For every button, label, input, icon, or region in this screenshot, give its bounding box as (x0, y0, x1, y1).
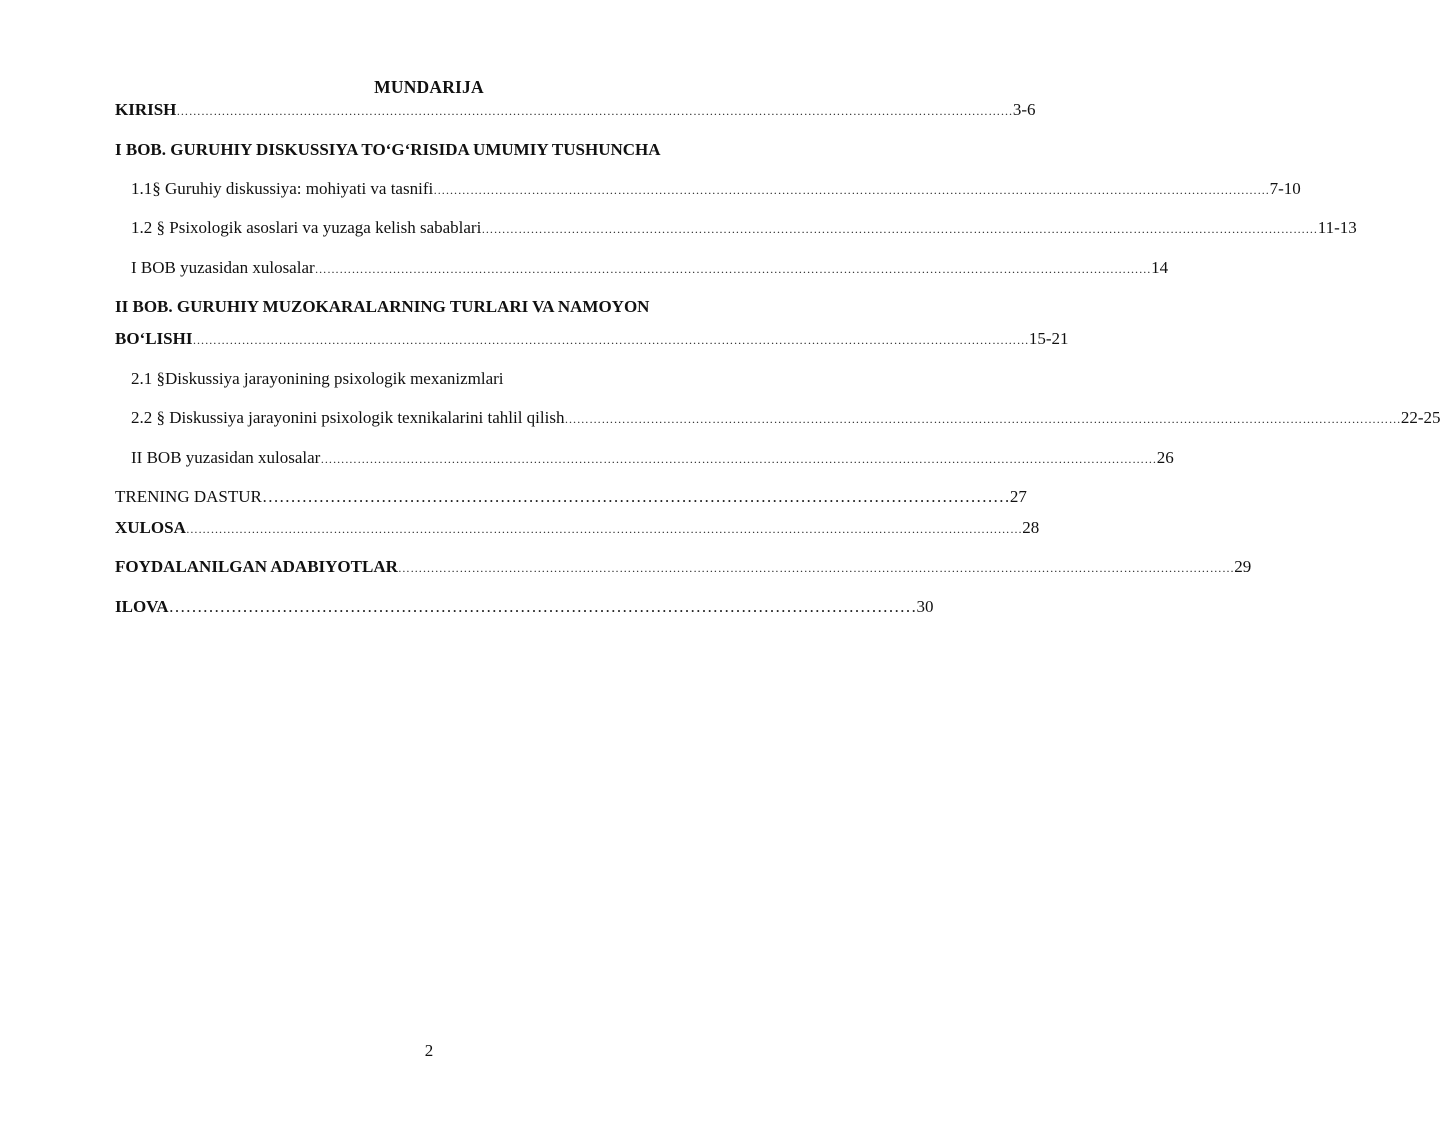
toc-entry-1-2 (131, 217, 1357, 240)
toc-entry-pages: 28 (1022, 518, 1040, 537)
toc-entry-xulosa (115, 517, 1040, 540)
dot-leader: …………………………………………………………………………………………………………………………………………………………………………………… (192, 333, 1029, 347)
toc-entry-chapter-2-summary (131, 447, 1174, 470)
toc-entry-label: KIRISH (115, 100, 177, 119)
dot-leader: …………………………………………………………………………………………………………………………………………………………………………………… (564, 412, 1401, 426)
toc-entry-chapter-2 (115, 328, 1069, 351)
dot-leader: …………………………………………………………………………………………………………………………………………………………………………………… (481, 222, 1318, 236)
toc-entry-chapter-1-summary (131, 257, 1169, 280)
toc-entry-adabiyotlar (115, 556, 1252, 579)
dot-leader: …………………………………………………………………………………………………………………………………………………………………………………… (320, 452, 1157, 466)
toc-entry-pages: 3-6 (1012, 100, 1036, 119)
toc-entry-ilova (115, 596, 934, 618)
toc-entry-label: FOYDALANILGAN ADABIYOTLAR (115, 557, 398, 576)
dot-leader: …………………………………………………………………………………………………………………………………………………………………………………… (176, 104, 1013, 118)
toc-entry-trening (115, 486, 1027, 508)
toc-entry-label: BO‘LISHI (115, 329, 193, 348)
toc-title: MUNDARIJA (374, 77, 484, 97)
toc-entry-pages: 22-25 (1400, 408, 1441, 427)
toc-entry-2-1: 2.1 §Diskussiya jarayonining psixologik mexanizmlari (131, 369, 504, 388)
toc-entry-1-1 (131, 178, 1301, 201)
page-number: 2 (424, 1041, 434, 1060)
toc-entry-label: II BOB yuzasidan xulosalar (131, 448, 321, 467)
dot-leader: …………………………………………………………………………………………………………………………………………………………………………………… (185, 522, 1023, 536)
dot-leader: …………………………………………………………………………………………………………………… (168, 597, 917, 616)
toc-entry-pages: 29 (1234, 557, 1252, 576)
toc-chapter-2-heading: II BOB. GURUHIY MUZOKARALARNING TURLARI VA NAMOYON (115, 297, 650, 316)
toc-entry-label: XULOSA (115, 518, 186, 537)
toc-entry-label: ILOVA (115, 597, 169, 616)
dot-leader: …………………………………………………………………………………………………………………………………………………………………………………… (397, 561, 1235, 575)
toc-chapter-1-heading: I BOB. GURUHIY DISKUSSIYA TO‘G‘RISIDA UMUMIY TUSHUNCHA (115, 140, 661, 159)
toc-entry-2-2 (131, 407, 1441, 430)
toc-entry-label: TRENING DASTUR (115, 487, 262, 506)
dot-leader: …………………………………………………………………………………………………………………… (261, 487, 1010, 506)
toc-entry-pages: 7-10 (1269, 179, 1301, 198)
dot-leader: …………………………………………………………………………………………………………………………………………………………………………………… (314, 262, 1152, 276)
toc-entry-pages: 30 (916, 597, 934, 616)
toc-entry-label: I BOB yuzasidan xulosalar (131, 258, 315, 277)
toc-entry-pages: 11-13 (1317, 218, 1357, 237)
toc-entry-label: 1.2 § Psixologik asoslari va yuzaga kelish sabablari (131, 218, 482, 237)
toc-entry-pages: 15-21 (1028, 329, 1069, 348)
toc-entry-pages: 26 (1156, 448, 1174, 467)
toc-entry-pages: 14 (1151, 258, 1169, 277)
toc-entry-pages: 27 (1009, 487, 1027, 506)
toc-entry-kirish (115, 99, 1036, 122)
toc-entry-label: 1.1§ Guruhiy diskussiya: mohiyati va tasnifi (131, 179, 434, 198)
toc-entry-label: 2.2 § Diskussiya jarayonini psixologik texnikalarini tahlil qilish (131, 408, 565, 427)
dot-leader: …………………………………………………………………………………………………………………………………………………………………………………… (433, 183, 1270, 197)
